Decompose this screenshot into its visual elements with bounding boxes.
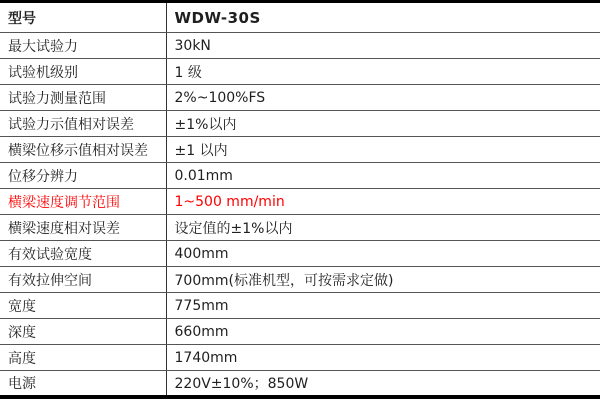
spec-parameter-value: 220V±10%；850W <box>166 371 600 397</box>
spec-parameter-label: 最大试验力 <box>0 33 166 59</box>
spec-parameter-label: 型号 <box>0 2 166 33</box>
spec-parameter-label: 宽度 <box>0 293 166 319</box>
spec-parameter-label: 有效拉伸空间 <box>0 267 166 293</box>
table-row <box>0 371 600 397</box>
table-row <box>0 345 600 371</box>
spec-parameter-value: 775mm <box>166 293 600 319</box>
spec-parameter-label: 有效试验宽度 <box>0 241 166 267</box>
spec-parameter-label: 横梁位移示值相对误差 <box>0 137 166 163</box>
spec-parameter-value: 0.01mm <box>166 163 600 189</box>
table-row <box>0 215 600 241</box>
spec-parameter-value: ±1 以内 <box>166 137 600 163</box>
spec-parameter-value: 400mm <box>166 241 600 267</box>
spec-parameter-value: 设定值的±1%以内 <box>166 215 600 241</box>
spec-table-body <box>0 2 600 397</box>
table-row <box>0 2 600 33</box>
spec-parameter-value: 30kN <box>166 33 600 59</box>
spec-parameter-value: WDW-30S <box>166 2 600 33</box>
table-row <box>0 319 600 345</box>
table-row <box>0 59 600 85</box>
spec-parameter-label: 电源 <box>0 371 166 397</box>
spec-parameter-value: ±1%以内 <box>166 111 600 137</box>
table-row <box>0 189 600 215</box>
table-row <box>0 241 600 267</box>
spec-parameter-label: 横梁速度相对误差 <box>0 215 166 241</box>
table-row <box>0 111 600 137</box>
table-row <box>0 293 600 319</box>
spec-parameter-label: 高度 <box>0 345 166 371</box>
spec-parameter-value: 700mm(标准机型，可按需求定做) <box>166 267 600 293</box>
table-row <box>0 137 600 163</box>
spec-parameter-value: 1~500 mm/min <box>166 189 600 215</box>
spec-parameter-value: 1 级 <box>166 59 600 85</box>
spec-parameter-value: 660mm <box>166 319 600 345</box>
table-row <box>0 85 600 111</box>
spec-parameter-label: 试验力示值相对误差 <box>0 111 166 137</box>
table-row <box>0 163 600 189</box>
spec-parameter-label: 试验力测量范围 <box>0 85 166 111</box>
spec-parameter-value: 2%~100%FS <box>166 85 600 111</box>
spec-parameter-label: 试验机级别 <box>0 59 166 85</box>
spec-parameter-label: 位移分辨力 <box>0 163 166 189</box>
spec-parameter-label: 深度 <box>0 319 166 345</box>
spec-parameter-value: 1740mm <box>166 345 600 371</box>
table-row <box>0 33 600 59</box>
table-row <box>0 267 600 293</box>
spec-parameter-label: 横梁速度调节范围 <box>0 189 166 215</box>
